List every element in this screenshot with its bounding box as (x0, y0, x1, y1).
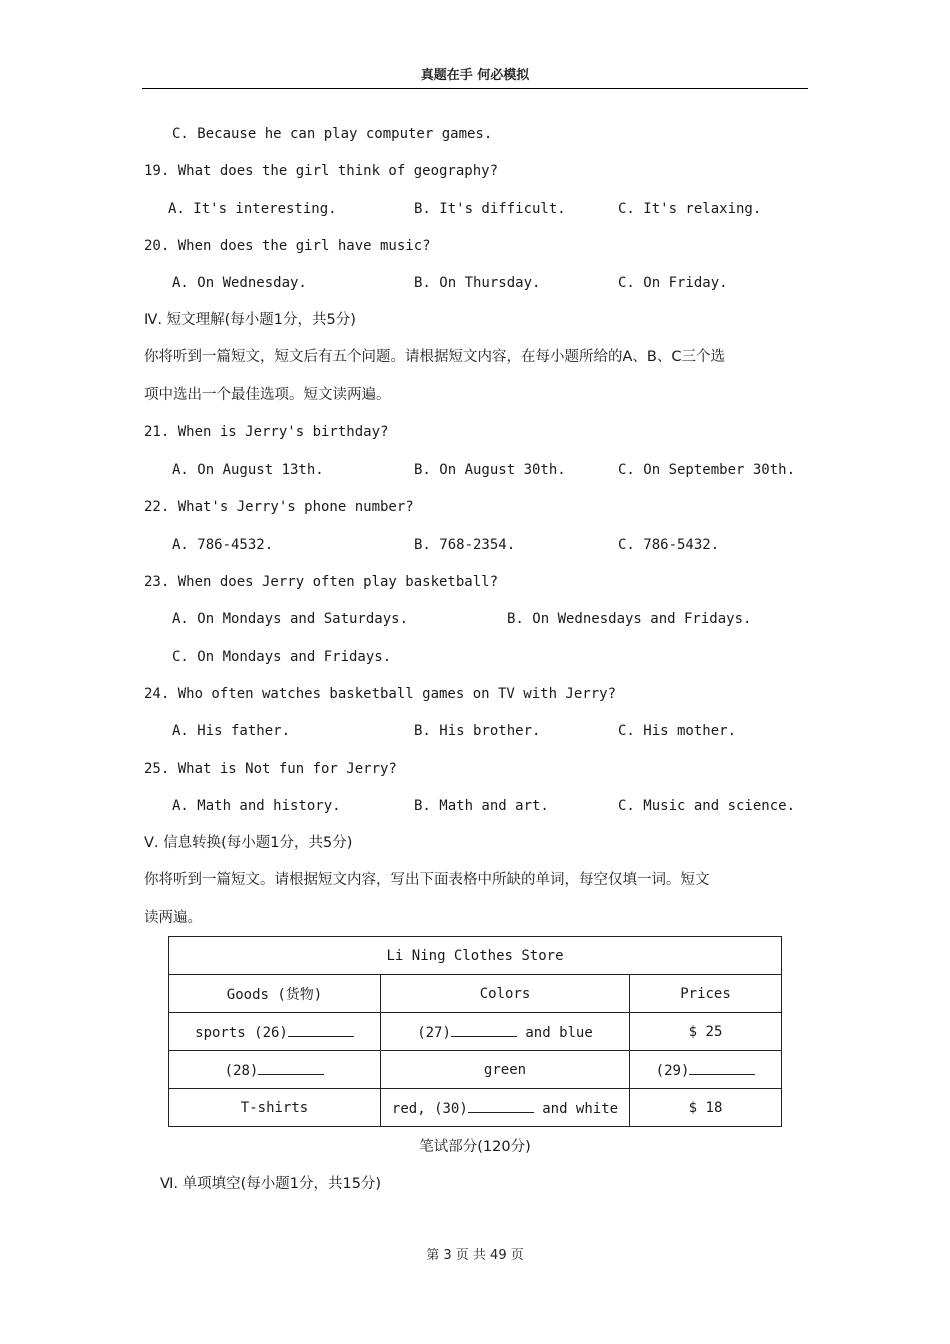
q22-option-a: A. 786-4532. (172, 537, 274, 553)
q20-option-a: A. On Wednesday. (172, 275, 307, 291)
cell-colors: green (381, 1051, 630, 1089)
section-5-heading: Ⅴ. 信息转换(每小题1分，共5分) (144, 835, 353, 851)
q23-option-b: B. On Wednesdays and Fridays. (507, 611, 752, 627)
q20-option-c: C. On Friday. (618, 275, 728, 291)
answer-blank-28[interactable] (258, 1060, 324, 1075)
q21-option-a: A. On August 13th. (172, 462, 324, 478)
section-5-instructions-2: 读两遍。 (144, 910, 202, 926)
cell-text: and white (533, 1101, 619, 1117)
header-goods: Goods (货物) (169, 975, 381, 1013)
cell-price: $ 18 (630, 1089, 782, 1127)
cell-colors (381, 1013, 630, 1051)
cell-text: sports (26) (195, 1025, 288, 1041)
q21-option-b: B. On August 30th. (414, 462, 566, 478)
q25-question: 25. What is Not fun for Jerry? (144, 761, 397, 777)
cell-text: (28) (224, 1063, 259, 1079)
cell-goods (169, 1013, 381, 1051)
page-header: 真题在手 何必模拟 (420, 68, 530, 83)
section-4-instructions-2: 项中选出一个最佳选项。短文读两遍。 (144, 387, 391, 403)
header-prices: Prices (630, 975, 782, 1013)
q22-option-b: B. 768-2354. (414, 537, 516, 553)
q19-option-b: B. It's difficult. (414, 201, 566, 217)
q24-option-b: B. His brother. (414, 723, 541, 739)
table-row (169, 1013, 782, 1051)
cell-text: red, (30) (391, 1101, 468, 1117)
cell-text: (27) (417, 1025, 451, 1041)
cell-price: $ 25 (630, 1013, 782, 1051)
table-title-row (169, 937, 782, 975)
cell-price (630, 1051, 782, 1089)
section-5-instructions-1: 你将听到一篇短文。请根据短文内容，写出下面表格中所缺的单词，每空仅填一词。短文 (144, 872, 710, 888)
cell-goods: T-shirts (169, 1089, 381, 1127)
table-row (169, 1051, 782, 1089)
q24-option-a: A. His father. (172, 723, 291, 739)
q24-option-c: C. His mother. (618, 723, 737, 739)
q19-option-c: C. It's relaxing. (618, 201, 762, 217)
q19-question: 19. What does the girl think of geography? (144, 163, 499, 179)
q25-option-a: A. Math and history. (172, 798, 341, 814)
answer-blank-26[interactable] (288, 1022, 354, 1037)
q24-question: 24. Who often watches basketball games on TV with Jerry? (144, 686, 617, 702)
q25-option-b: B. Math and art. (414, 798, 549, 814)
store-table (168, 936, 782, 1127)
q18-option-c: C. Because he can play computer games. (172, 126, 493, 142)
answer-blank-27[interactable] (451, 1022, 517, 1037)
table-title: Li Ning Clothes Store (169, 937, 782, 975)
header-rule (142, 88, 808, 89)
q20-option-b: B. On Thursday. (414, 275, 541, 291)
q21-question: 21. When is Jerry's birthday? (144, 424, 389, 440)
q25-option-c: C. Music and science. (618, 798, 796, 814)
answer-blank-29[interactable] (689, 1060, 755, 1075)
page-footer: 第 3 页 共 49 页 (426, 1248, 524, 1263)
cell-text: and blue (516, 1025, 593, 1041)
header-colors: Colors (381, 975, 630, 1013)
q22-question: 22. What's Jerry's phone number? (144, 499, 414, 515)
q23-question: 23. When does Jerry often play basketball? (144, 574, 499, 590)
cell-goods (169, 1051, 381, 1089)
q22-option-c: C. 786-5432. (618, 537, 720, 553)
q20-question: 20. When does the girl have music? (144, 238, 431, 254)
cell-colors (381, 1089, 630, 1127)
answer-blank-30[interactable] (468, 1098, 534, 1113)
q19-option-a: A. It's interesting. (168, 201, 337, 217)
q21-option-c: C. On September 30th. (618, 462, 796, 478)
q23-option-a: A. On Mondays and Saturdays. (172, 611, 409, 627)
section-4-instructions-1: 你将听到一篇短文，短文后有五个问题。请根据短文内容，在每小题所给的A、B、C三个选 (144, 349, 725, 365)
q23-option-c: C. On Mondays and Fridays. (172, 649, 392, 665)
section-6-heading: Ⅵ. 单项填空(每小题1分，共15分) (160, 1176, 382, 1192)
cell-text: (29) (655, 1063, 690, 1079)
section-4-heading: Ⅳ. 短文理解(每小题1分，共5分) (144, 312, 356, 328)
written-part-heading: 笔试部分(120分) (419, 1139, 531, 1155)
table-row (169, 1089, 782, 1127)
table-header-row (169, 975, 782, 1013)
